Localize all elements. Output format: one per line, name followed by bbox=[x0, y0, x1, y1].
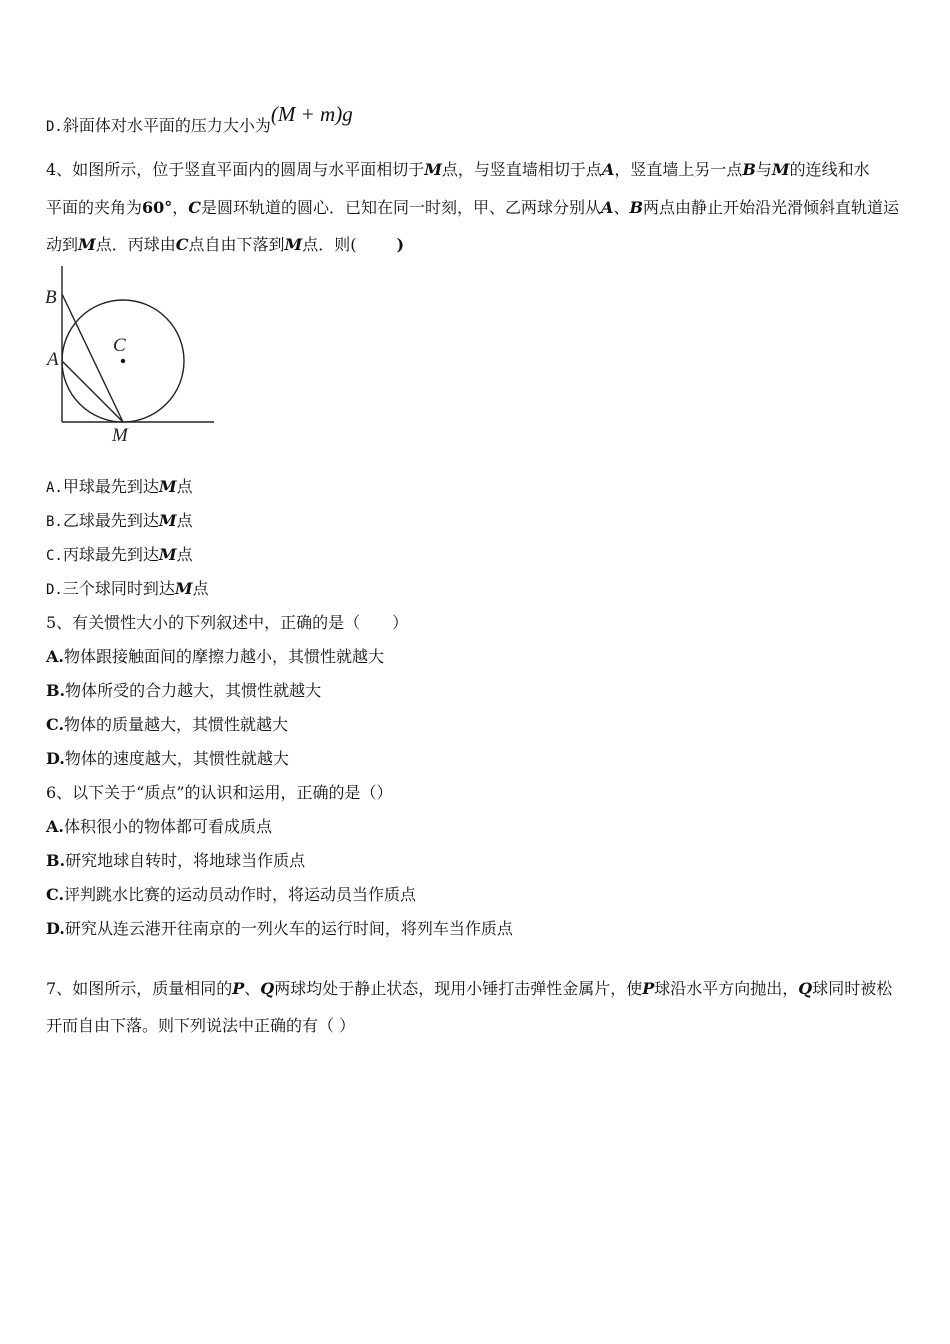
q6-option-b: B.研究地球自转时，将地球当作质点 bbox=[46, 851, 306, 870]
q6-option-a: A.体积很小的物体都可看成质点 bbox=[46, 817, 272, 836]
q6-stem: 6、以下关于“质点”的认识和运用，正确的是（） bbox=[46, 783, 393, 802]
q3-option-d-formula: (M + m)g bbox=[270, 102, 353, 126]
q4-stem-line-1: 4、如图所示，位于竖直平面内的圆周与水平面相切于M点，与竖直墙相切于点A，竖直墙上另一点B与M的连线和水 bbox=[46, 160, 870, 179]
q3-option-d: D.斜面体对水平面的压力大小为(M + m)g bbox=[46, 102, 353, 135]
q4-option-c: C.丙球最先到达M点 bbox=[46, 545, 193, 564]
q6-option-d: D.研究从连云港开往南京的一列火车的运行时间，将列车当作质点 bbox=[46, 919, 513, 938]
q4-option-b: B.乙球最先到达M点 bbox=[46, 511, 193, 530]
q6-option-c: C.评判跳水比赛的运动员动作时，将运动员当作质点 bbox=[46, 885, 417, 904]
track-am bbox=[62, 361, 123, 422]
q4-figure bbox=[40, 262, 220, 447]
q5-stem: 5、有关惯性大小的下列叙述中，正确的是（ ） bbox=[46, 613, 409, 632]
q5-option-d: D.物体的速度越大，其惯性就越大 bbox=[46, 749, 289, 768]
q4-stem-line-2: 平面的夹角为60°，C是圆环轨道的圆心．已知在同一时刻，甲、乙两球分别从A、B两点由静止开始沿光滑倾斜直轨道运 bbox=[46, 198, 900, 217]
q5-option-c: C.物体的质量越大，其惯性就越大 bbox=[46, 715, 289, 734]
q5-option-b: B.物体所受的合力越大，其惯性就越大 bbox=[46, 681, 322, 700]
q5-option-a: A.物体跟接触面间的摩擦力越小，其惯性就越大 bbox=[46, 647, 384, 666]
q4-option-a: A.甲球最先到达M点 bbox=[46, 477, 193, 496]
track-bm bbox=[62, 294, 123, 422]
center-point bbox=[121, 359, 125, 363]
q7-stem-line-2: 开而自由下落。则下列说法中正确的有（ ） bbox=[46, 1016, 356, 1035]
q4-option-d: D.三个球同时到达M点 bbox=[46, 579, 209, 598]
label-a: A bbox=[47, 349, 59, 370]
label-c: C bbox=[113, 335, 126, 356]
label-b: B bbox=[45, 287, 57, 308]
q7-stem-line-1: 7、如图所示，质量相同的P、Q两球均处于静止状态，现用小锤打击弹性金属片，使P球沿水平方向抛出，Q球同时被松 bbox=[46, 979, 893, 998]
label-m: M bbox=[112, 425, 128, 446]
q4-stem-line-3: 动到M点．丙球由C点自由下落到M点．则( ) bbox=[46, 235, 405, 254]
